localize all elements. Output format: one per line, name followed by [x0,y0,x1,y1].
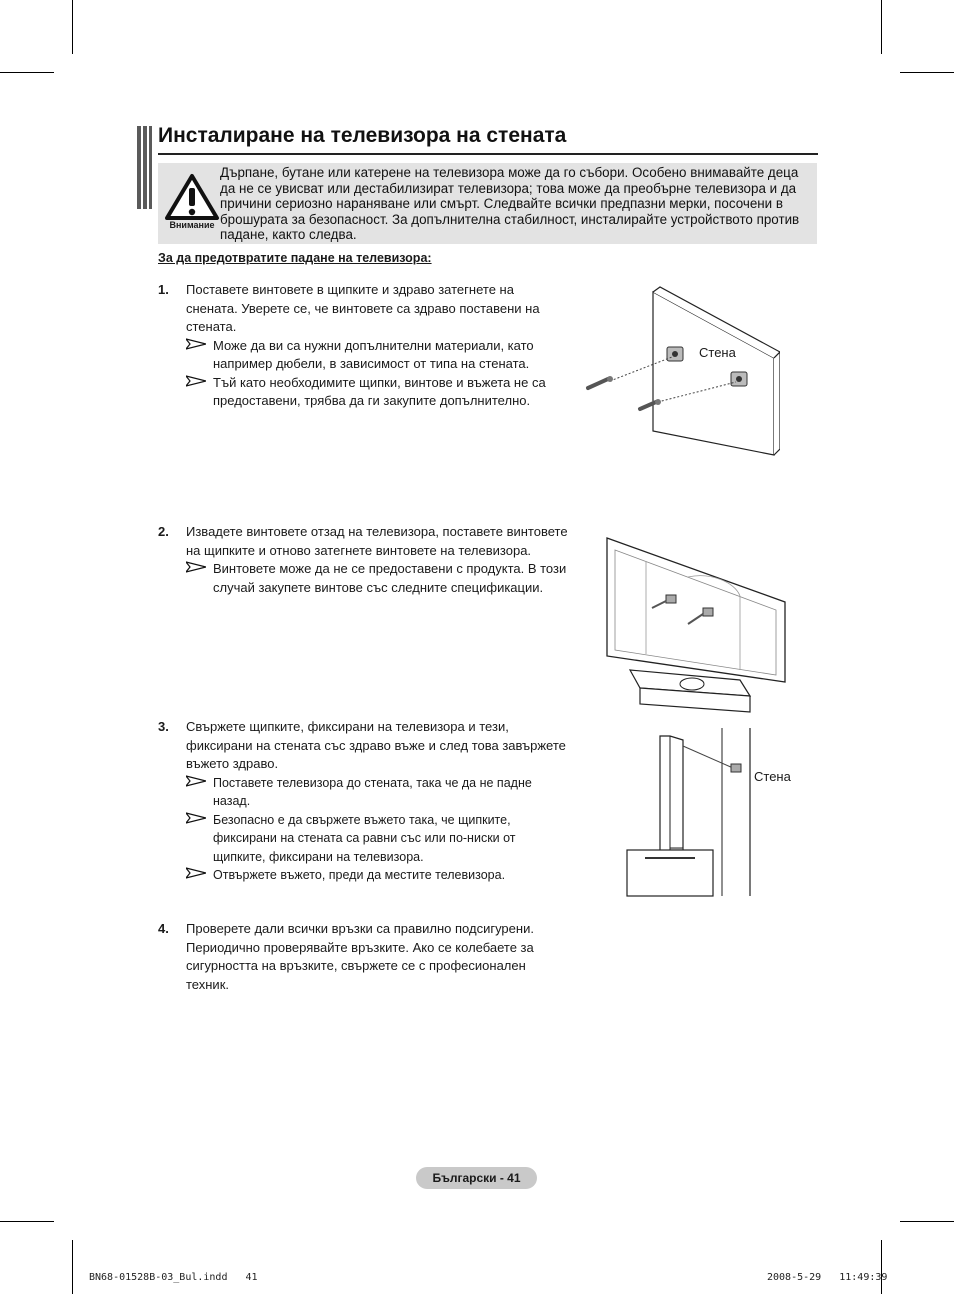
wall-label: Стена [754,769,791,784]
page-title: Инсталиране на телевизора на стената [158,124,818,155]
wall-clips-illustration [580,285,780,460]
step-number: 2. [158,524,169,539]
step-number: 1. [158,282,169,297]
crop-mark [72,1240,73,1294]
note-text: Поставете телевизора до стената, така че да не падне назад. [213,775,532,808]
note-text: Може да ви са нужни допълнителни материали, като например дюбели, в зависимост от типа на стената. [213,337,534,371]
step-2 [158,523,568,597]
arrow-right-icon [186,812,206,824]
step-text: Свържете щипките, фиксирани на телевизора и тези, фиксирани на стената със здраво въже и след това завържете въжето здраво. [186,719,566,771]
note-text: Тъй като необходимите щипки, винтове и въжета не са предоставени, трябва да ги закупите допълнително. [213,374,546,408]
note-text: Отвържете въжето, преди да местите телевизора. [213,868,506,882]
note [186,560,568,597]
step-3 [158,718,568,885]
step-text: Проверете дали всички връзки са правилно подсигурени. Периодично проверявайте връзките. Ако се колебаете за сигурността на връзките, свържете се с професионален техник. [186,921,534,992]
note [186,374,568,411]
step-number: 4. [158,921,169,936]
arrow-right-icon [186,775,206,787]
date-slug: 2008-5-29 11:49:39 [767,1272,888,1283]
clip-icon [731,372,747,386]
crop-mark [72,0,73,54]
note [186,811,568,867]
crop-mark [900,1221,954,1222]
step-1 [158,281,568,411]
arrow-right-icon [186,561,206,573]
crop-mark [881,0,882,54]
warning-box [158,163,817,244]
wall-label: Стена [699,345,736,360]
tv-side-wall-illustration [625,728,755,898]
file-slug: BN68-01528B-03_Bul.indd 41 [89,1272,258,1283]
step-text: Поставете винтовете в щипките и здраво затегнете на снената. Уверете се, че винтовете са здраво поставени на стената. [186,282,540,334]
arrow-right-icon [186,375,206,387]
step-text: Извадете винтовете отзад на телевизора, поставете винтовете на щипките и отново затегнете винтовете на телевизора. [186,524,568,558]
note-text: Безопасно е да свържете въжето така, че щипките, фиксирани на стената са равни със или по-ниски от щипките, фиксирани на телевизора. [213,812,516,864]
clip-icon [731,764,741,772]
arrow-right-icon [186,338,206,350]
crop-mark [0,1221,54,1222]
section-subheading: За да предотвратите падане на телевизора: [158,251,432,265]
tv-back-illustration [600,532,790,720]
note [186,774,568,811]
crop-mark [0,72,54,73]
warning-label: Внимание [169,220,215,230]
warning-icon [164,173,220,221]
crop-mark [900,72,954,73]
step-number: 3. [158,719,169,734]
crop-mark [881,1240,882,1294]
arrow-right-icon [186,867,206,879]
warning-text: Дърпане, бутане или катерене на телевизора може да го събори. Особено внимавайте деца да не се увисват или дестабилизират телевизора; това може да преобърне телевизора и да причини сериозно нараняване или смърт. Следвайте всички предпазни мерки, посочени в брошурата за безопасност. За допълнителна стабилност, инсталирайте устройството против падане, както следва. [220,165,800,243]
screw-icon [588,376,613,388]
step-4 [158,920,568,994]
note-text: Винтовете може да не се предоставени с продукта. В този случай закупете винтове със следните спецификации. [213,561,567,595]
note [186,866,568,885]
note [186,337,568,374]
page-number-badge: Български - 41 [416,1167,537,1189]
clip-icon [667,347,683,361]
